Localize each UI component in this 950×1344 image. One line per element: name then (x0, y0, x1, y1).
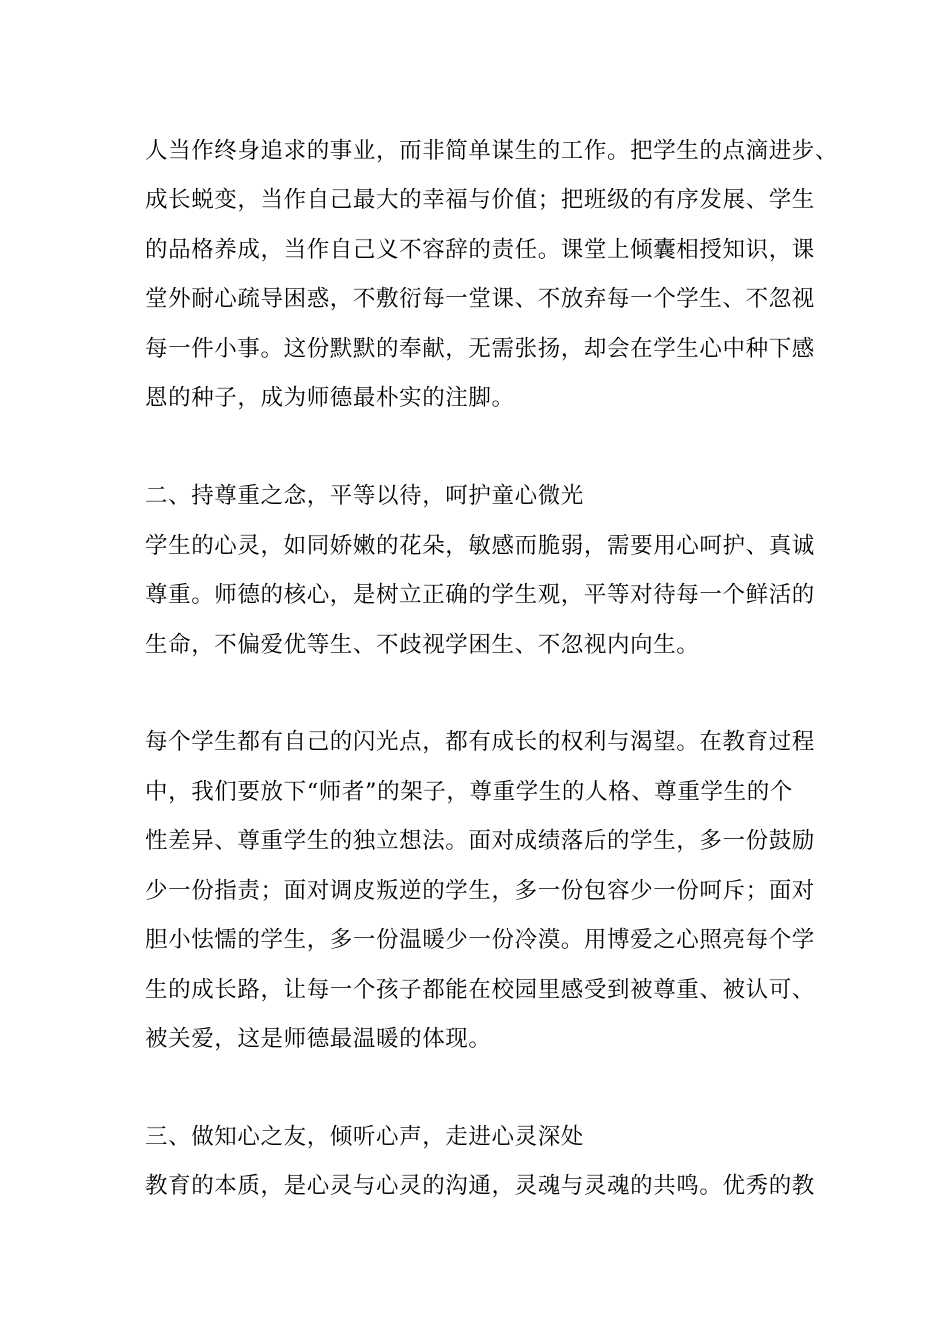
text-line: 生命，不偏爱优等生、不歧视学困生、不忽视内向生。 (145, 632, 700, 658)
text-line: 的品格养成，当作自己义不容辞的责任。课堂上倾囊相授知识，课 (145, 237, 815, 263)
text-line: 被关爱，这是师德最温暖的体现。 (145, 1026, 492, 1052)
text-line: 教育的本质，是心灵与心灵的沟通，灵魂与灵魂的共鸣。优秀的教 (145, 1173, 815, 1199)
text-line: 人当作终身追求的事业，而非简单谋生的工作。把学生的点滴进步、 (145, 138, 839, 164)
text-line: 性差异、尊重学生的独立想法。面对成绩落后的学生，多一份鼓励 (145, 828, 815, 854)
text-line: 胆小怯懦的学生，多一份温暖少一份冷漠。用博爱之心照亮每个学 (145, 927, 815, 953)
text-line: 每一件小事。这份默默的奉献，无需张扬，却会在学生心中种下感 (145, 336, 815, 362)
section-heading: 三、做知心之友，倾听心声，走进心灵深处 (145, 1124, 584, 1150)
text-line: 每个学生都有自己的闪光点，都有成长的权利与渴望。在教育过程 (145, 729, 815, 755)
text-line: 少一份指责；面对调皮叛逆的学生，多一份包容少一份呵斥；面对 (145, 878, 815, 904)
text-line: 尊重。师德的核心，是树立正确的学生观，平等对待每一个鲜活的 (145, 582, 815, 608)
text-line: 堂外耐心疏导困惑，不敷衍每一堂课、不放弃每一个学生、不忽视 (145, 286, 815, 312)
text-line: 生的成长路，让每一个孩子都能在校园里感受到被尊重、被认可、 (145, 977, 815, 1003)
text-line: 恩的种子，成为师德最朴实的注脚。 (145, 385, 515, 411)
text-line: 学生的心灵，如同娇嫩的花朵，敏感而脆弱，需要用心呵护、真诚 (145, 533, 815, 559)
section-heading: 二、持尊重之念，平等以待，呵护童心微光 (145, 483, 584, 509)
text-line: 中，我们要放下“师者”的架子，尊重学生的人格、尊重学生的个 (145, 779, 793, 805)
text-line: 成长蜕变，当作自己最大的幸福与价值；把班级的有序发展、学生 (145, 187, 815, 213)
